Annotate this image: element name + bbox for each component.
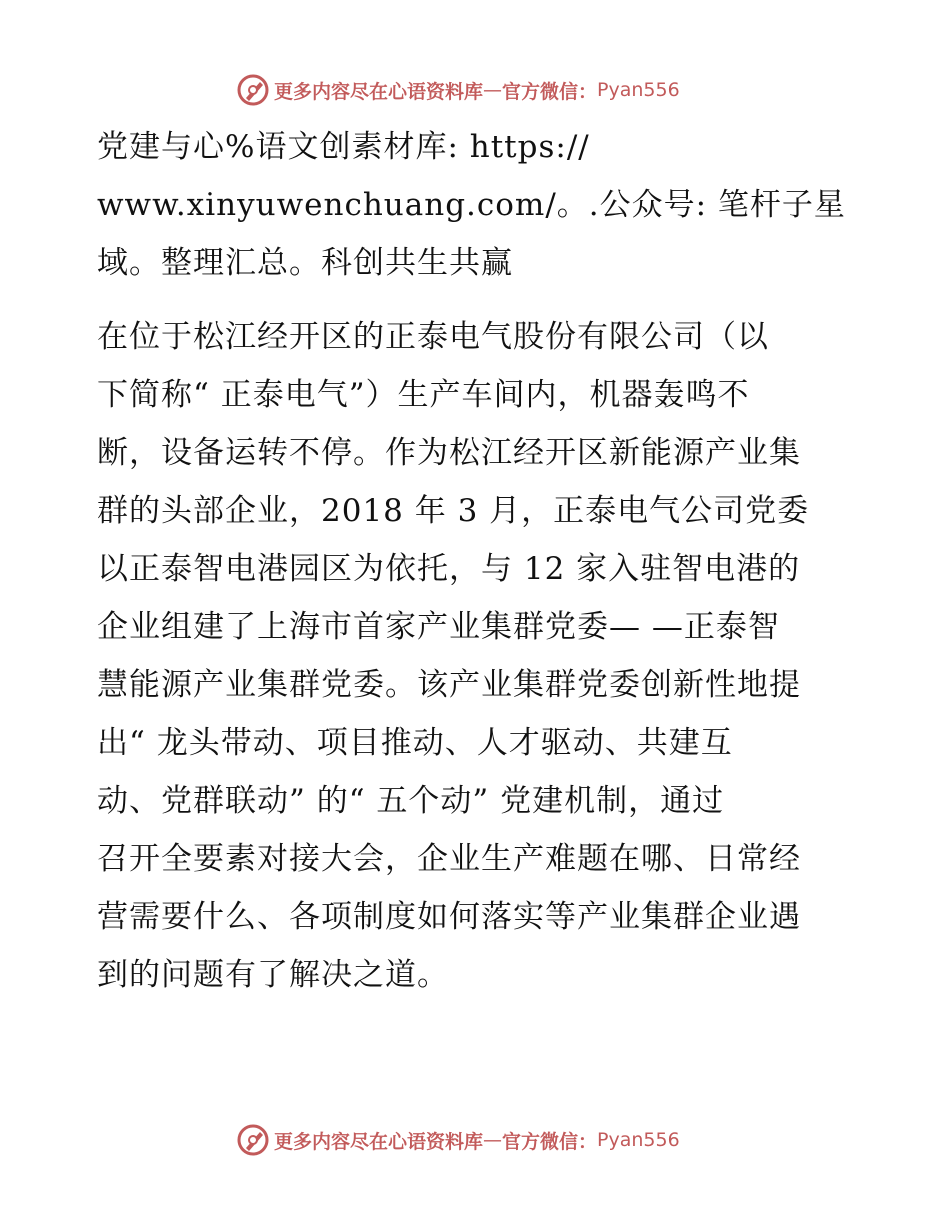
header-official-label: 官方微信： — [502, 80, 598, 103]
footer-banner — [236, 1122, 680, 1158]
paragraph-line: 断，设备运转不停。作为松江经开区新能源产业集 — [97, 435, 801, 471]
header-banner-text: 更多内容尽在心语资料库 — [274, 80, 484, 103]
pen-logo-icon — [236, 73, 270, 107]
paragraph-line: 慧能源产业集群党委。该产业集群党委创新性地提 — [97, 667, 801, 703]
paragraph-line: 营需要什么、各项制度如何落实等产业集群企业遇 — [97, 899, 801, 935]
footer-banner-text: 更多内容尽在心语资料库 — [274, 1130, 484, 1153]
header-banner — [236, 72, 680, 108]
paragraph-line: 以正泰智电港园区为依托，与 12 家入驻智电港的 — [97, 551, 801, 587]
footer-wechat-id: Pyan556 — [597, 1129, 680, 1151]
paragraph-line: 出“ 龙头带动、项目推动、人才驱动、共建互 — [97, 725, 733, 761]
paragraph-line: 动、党群联动” 的“ 五个动” 党建机制，通过 — [97, 783, 725, 819]
paragraph-line: 群的头部企业，2018 年 3 月，正泰电气公司党委 — [97, 493, 810, 529]
paragraph-line: 企业组建了上海市首家产业集群党委— —正泰智 — [97, 609, 780, 645]
paragraph-body — [97, 308, 857, 1004]
paragraph-line: 域。整理汇总。科创共生共赢 — [97, 245, 513, 281]
paragraph-line: 党建与心%语文创素材库: https:// — [97, 129, 590, 165]
paragraph-intro — [97, 118, 857, 292]
footer-official-label: 官方微信： — [502, 1130, 598, 1153]
paragraph-line: www.xinyuwenchuang.com/。.公众号: 笔杆子星 — [97, 187, 846, 223]
pen-logo-icon — [236, 1123, 270, 1157]
paragraph-line: 下简称“ 正泰电气”）生产车间内，机器轰鸣不 — [97, 377, 750, 413]
paragraph-line: 在位于松江经开区的正泰电气股份有限公司（以 — [97, 319, 769, 355]
paragraph-line: 到的问题有了解决之道。 — [97, 957, 449, 993]
header-wechat-id: Pyan556 — [597, 79, 680, 101]
paragraph-line: 召开全要素对接大会，企业生产难题在哪、日常经 — [97, 841, 801, 877]
footer-dash: — — [483, 1129, 503, 1151]
header-dash: — — [483, 79, 503, 101]
